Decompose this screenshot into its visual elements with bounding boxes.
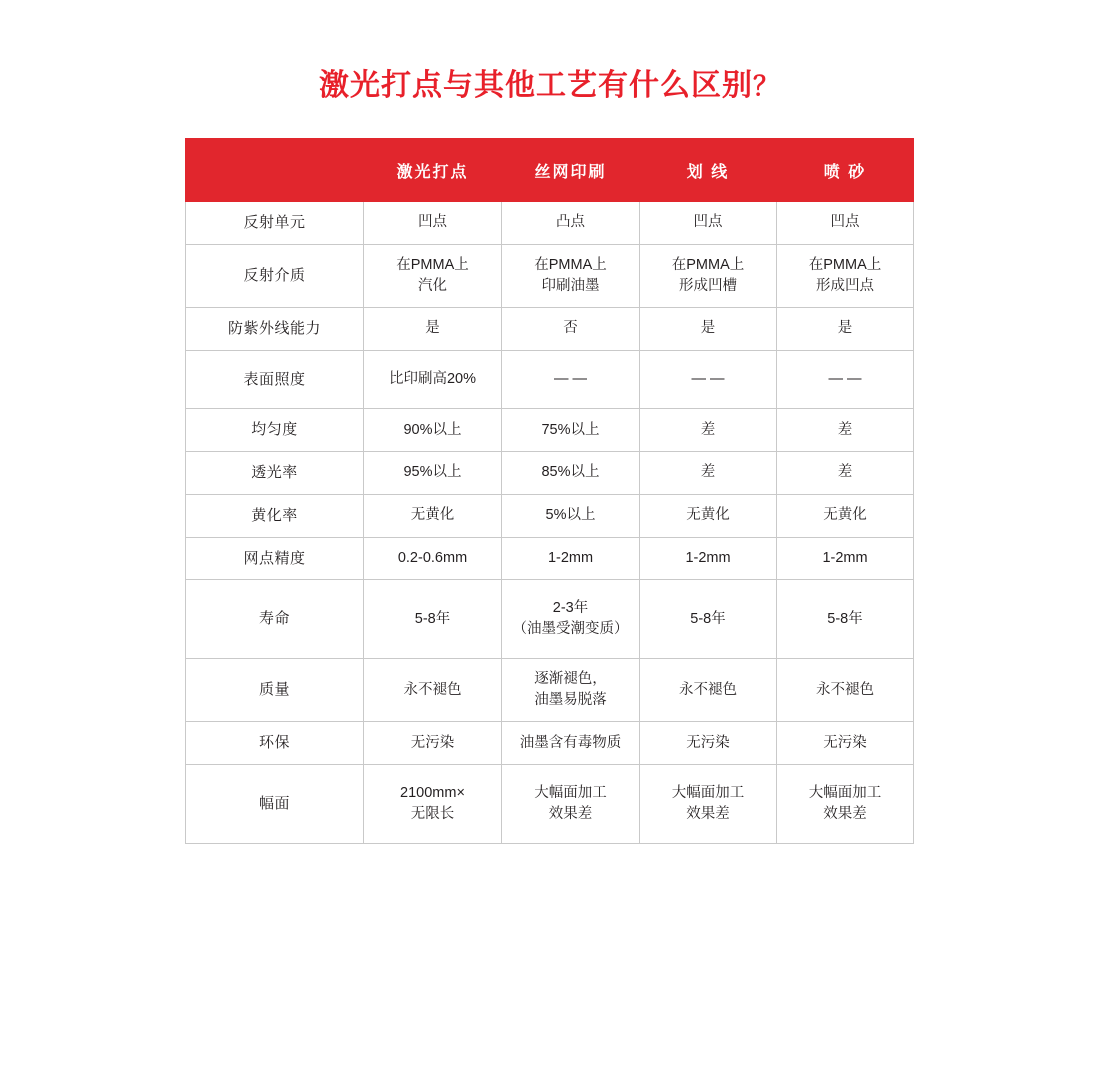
- table-cell-line: 凹点: [830, 214, 860, 231]
- table-cell: [777, 244, 914, 307]
- table-cell-line: （油墨受潮变质）: [512, 621, 629, 638]
- table-row: [186, 244, 914, 307]
- table-cell-line: — —: [553, 370, 588, 387]
- table-cell: [640, 350, 777, 409]
- table-cell-line: 2100mm×: [400, 785, 465, 802]
- table-cell: [640, 202, 777, 245]
- table-cell-line: 效果差: [823, 806, 867, 823]
- page-title: [0, 0, 1099, 104]
- table-row-label: 反射介质: [186, 244, 364, 307]
- table-cell-line: 无污染: [686, 734, 730, 751]
- table-cell-line: 无限长: [410, 806, 455, 823]
- table-row: [186, 580, 914, 659]
- table-cell-line: 印刷油墨: [541, 277, 600, 294]
- table-cell: [502, 307, 640, 350]
- table-cell-line: 在PMMA上: [396, 256, 469, 273]
- table-cell-line: 油墨易脱落: [534, 692, 607, 709]
- table-row: [186, 452, 914, 495]
- table-cell-line: 5-8年: [690, 610, 726, 627]
- table-cell: [364, 537, 502, 580]
- table-cell: [502, 765, 640, 844]
- table-cell-line: 永不褪色: [403, 681, 462, 698]
- table-cell: [777, 307, 914, 350]
- table-cell-line: 1-2mm: [822, 549, 868, 566]
- table-cell-line: 是: [837, 320, 853, 337]
- table-cell: [777, 537, 914, 580]
- table-cell: [364, 659, 502, 722]
- table-cell: [502, 722, 640, 765]
- table-header: [186, 139, 914, 202]
- table-cell-line: 比印刷高20%: [388, 370, 477, 387]
- table-cell-line: — —: [691, 370, 725, 387]
- table-header-cell-laser: 激光打点: [364, 139, 502, 202]
- table-row-label: 黄化率: [186, 494, 364, 537]
- table-cell: [777, 202, 914, 245]
- table-cell: [640, 307, 777, 350]
- table-body: [186, 202, 914, 844]
- table-cell-line: 无污染: [410, 734, 455, 751]
- table-row-label: 网点精度: [186, 537, 364, 580]
- table-header-cell-sandblast: 喷 砂: [777, 139, 914, 202]
- table-cell-line: — —: [828, 370, 862, 387]
- table-cell: [777, 452, 914, 495]
- table-cell-line: 形成凹槽: [679, 277, 737, 294]
- table-cell-line: 95%以上: [403, 464, 462, 481]
- table-cell: [364, 580, 502, 659]
- table-cell-line: 无黄化: [410, 507, 455, 524]
- table-header-row: [186, 139, 914, 202]
- table-cell-line: 差: [700, 421, 716, 438]
- table-row: [186, 537, 914, 580]
- table-cell-line: 大幅面加工: [671, 785, 745, 802]
- table-cell: [502, 244, 640, 307]
- table-row: [186, 659, 914, 722]
- table-row-label: 透光率: [186, 452, 364, 495]
- table-cell-line: 永不褪色: [816, 681, 874, 698]
- table-cell-line: 大幅面加工: [808, 785, 882, 802]
- table-cell-line: 是: [425, 320, 440, 337]
- table-row-label: 均匀度: [186, 409, 364, 452]
- table-row: [186, 765, 914, 844]
- table-cell: [364, 350, 502, 409]
- table-cell-line: 5-8年: [414, 610, 451, 627]
- page-title-text: 激光打点与其他工艺有什么区别: [318, 69, 753, 102]
- table-cell-line: 否: [563, 320, 578, 337]
- table-header-cell-scribe: 划 线: [640, 139, 777, 202]
- comparison-table: [185, 138, 914, 844]
- table-cell-line: 形成凹点: [816, 277, 874, 294]
- table-cell: [777, 765, 914, 844]
- table-cell: [364, 765, 502, 844]
- table-cell: [777, 659, 914, 722]
- table-cell-line: 无黄化: [686, 507, 730, 524]
- table-cell: [640, 537, 777, 580]
- table-cell: [364, 494, 502, 537]
- table-cell-line: 效果差: [548, 806, 593, 823]
- table-cell-line: 凸点: [556, 214, 585, 231]
- table-cell-line: 1-2mm: [685, 549, 731, 566]
- table-cell-line: 85%以上: [541, 464, 600, 481]
- table-row: [186, 307, 914, 350]
- table-cell-line: 凹点: [418, 214, 447, 231]
- page-title-question-mark: ？: [752, 71, 780, 101]
- table-cell: [502, 202, 640, 245]
- table-cell: [502, 580, 640, 659]
- table-cell: [364, 409, 502, 452]
- table-cell: [640, 494, 777, 537]
- table-cell: [777, 409, 914, 452]
- table-cell: [640, 722, 777, 765]
- table-cell-line: 5%以上: [545, 507, 596, 524]
- table-cell: [502, 452, 640, 495]
- table-cell-line: 2-3年: [552, 600, 589, 617]
- table-row: [186, 722, 914, 765]
- table-cell: [640, 659, 777, 722]
- table-cell: [502, 659, 640, 722]
- table-cell-line: 1-2mm: [547, 549, 594, 566]
- table-row-label: 质量: [186, 659, 364, 722]
- table-cell: [777, 722, 914, 765]
- table-cell: [502, 537, 640, 580]
- table-cell-line: 5-8年: [827, 610, 863, 627]
- table-header-cell-screenprint: 丝网印刷: [502, 139, 640, 202]
- table-cell: [364, 244, 502, 307]
- table-cell: [364, 307, 502, 350]
- table-cell-line: 是: [700, 320, 716, 337]
- table-row: [186, 494, 914, 537]
- table-cell-line: 75%以上: [541, 421, 600, 438]
- table-row-label: 反射单元: [186, 202, 364, 245]
- table-row: [186, 409, 914, 452]
- table-cell-line: 差: [837, 421, 853, 438]
- table-cell: [640, 409, 777, 452]
- table-cell-line: 在PMMA上: [534, 256, 607, 273]
- table-cell: [502, 494, 640, 537]
- table-row: [186, 202, 914, 245]
- table-cell-line: 差: [700, 464, 716, 481]
- table-cell-line: 大幅面加工: [534, 785, 607, 802]
- table-cell: [777, 494, 914, 537]
- table-cell: [364, 722, 502, 765]
- table-cell: [640, 580, 777, 659]
- table-cell: [502, 350, 640, 409]
- table-cell-line: 汽化: [418, 277, 447, 294]
- table-row-label: 幅面: [186, 765, 364, 844]
- table-cell-line: 在PMMA上: [671, 256, 745, 273]
- table-cell-line: 油墨含有毒物质: [519, 734, 622, 751]
- table-cell-line: 差: [837, 464, 853, 481]
- table-cell: [364, 452, 502, 495]
- table-cell: [777, 350, 914, 409]
- table-row: [186, 350, 914, 409]
- table-cell: [640, 452, 777, 495]
- table-cell-line: 无黄化: [823, 507, 867, 524]
- table-cell-line: 凹点: [693, 214, 723, 231]
- table-cell-line: 永不褪色: [679, 681, 737, 698]
- table-cell: [777, 580, 914, 659]
- table-cell-line: 无污染: [823, 734, 867, 751]
- table-cell: [640, 244, 777, 307]
- table-row-label: 防紫外线能力: [186, 307, 364, 350]
- table-cell-line: 0.2-0.6mm: [397, 549, 468, 566]
- table-row-label: 寿命: [186, 580, 364, 659]
- table-row-label: 表面照度: [186, 350, 364, 409]
- table-header-corner: [186, 139, 364, 202]
- table-row-label: 环保: [186, 722, 364, 765]
- table-cell-line: 逐渐褪色，: [534, 671, 607, 688]
- table-cell: [364, 202, 502, 245]
- table-cell: [502, 409, 640, 452]
- table-cell-line: 90%以上: [403, 421, 462, 438]
- table-cell: [640, 765, 777, 844]
- table-cell-line: 效果差: [686, 806, 730, 823]
- table-cell-line: 在PMMA上: [808, 256, 882, 273]
